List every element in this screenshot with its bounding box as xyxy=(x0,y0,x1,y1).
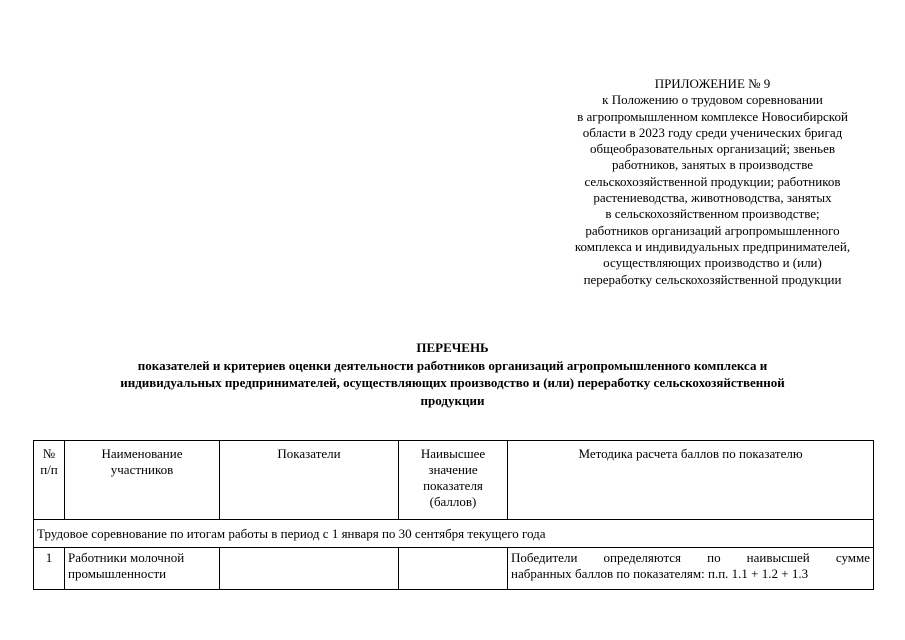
document-subtitle-line: показателей и критериев оценки деятельности работников организаций агропромышленного комплекса и xyxy=(137,357,768,373)
table-row xyxy=(34,548,874,590)
section-title: Трудовое соревнование по итогам работы в период с 1 января по 30 сентября текущего года xyxy=(34,520,874,548)
row-max-value xyxy=(399,548,508,590)
section-row xyxy=(34,520,874,548)
appendix-title: ПРИЛОЖЕНИЕ № 9 xyxy=(654,76,771,91)
row-method-line: Победители определяются по наивысшей сумме xyxy=(511,550,870,565)
document-subtitle-line: индивидуальных предпринимателей, осуществляющих производство и (или) переработку сельскохозяйственной xyxy=(120,375,785,390)
document-title-block xyxy=(40,339,865,409)
header-num: № п/п xyxy=(34,441,65,520)
appendix-line: комплекса и индивидуальных предпринимателей, xyxy=(574,238,851,254)
row-participants: Работники молочной промышленности xyxy=(65,548,220,590)
appendix-line: работников, занятых в производстве xyxy=(611,157,814,173)
header-max-value: Наивысшее значение показателя (баллов) xyxy=(399,441,508,520)
appendix-line: области в 2023 году среди ученических бригад xyxy=(582,124,843,140)
appendix-line: в агропромышленном комплексе Новосибирской xyxy=(577,108,848,124)
document-subtitle-line: продукции xyxy=(420,392,485,408)
criteria-table xyxy=(33,440,874,590)
appendix-line: в сельскохозяйственном производстве; xyxy=(605,206,820,222)
header-participants: Наименование участников xyxy=(65,441,220,520)
row-num: 1 xyxy=(34,548,65,590)
appendix-line: растениеводства, животноводства, занятых xyxy=(593,190,832,206)
table-header-row xyxy=(34,441,874,520)
appendix-block xyxy=(540,76,885,288)
appendix-line: к Положению о трудовом соревновании xyxy=(602,92,823,108)
appendix-line: общеобразовательных организаций; звеньев xyxy=(590,141,835,157)
header-indicators: Показатели xyxy=(220,441,399,520)
document-heading: ПЕРЕЧЕНЬ xyxy=(416,340,489,355)
row-method xyxy=(508,548,874,590)
appendix-line: сельскохозяйственной продукции; работников xyxy=(584,173,841,189)
row-indicators xyxy=(220,548,399,590)
row-method-line: набранных баллов по показателям: п.п. 1.1 + 1.2 + 1.3 xyxy=(511,566,809,581)
header-method: Методика расчета баллов по показателю xyxy=(508,441,874,520)
appendix-line: переработку сельскохозяйственной продукции xyxy=(583,271,842,287)
appendix-line: работников организаций агропромышленного xyxy=(585,222,840,238)
appendix-line: осуществляющих производство и (или) xyxy=(603,255,822,271)
